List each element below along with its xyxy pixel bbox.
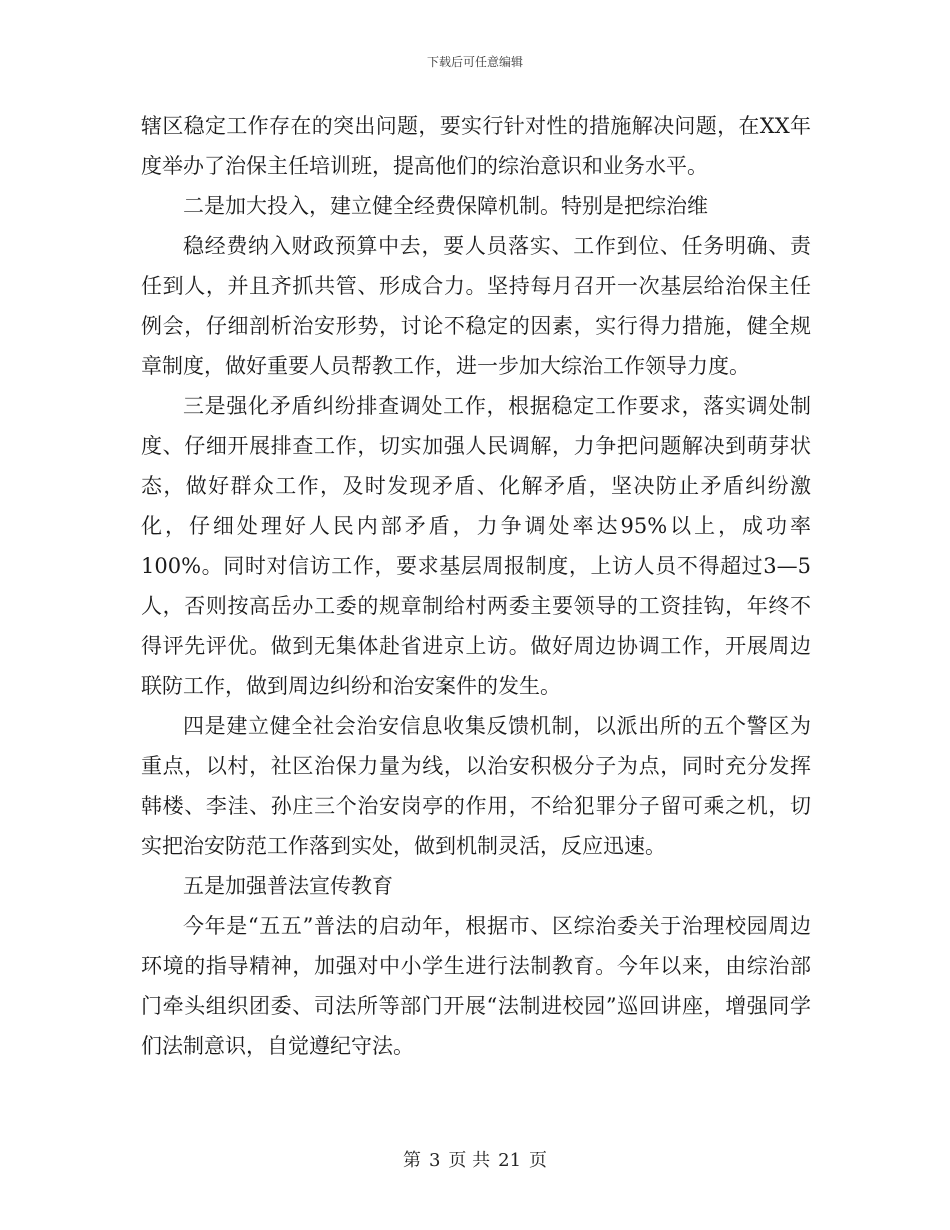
paragraph-1: 辖区稳定工作存在的突出问题，要实行针对性的措施解决问题，在XX年度举办了治保主任培训班，提高他们的综治意识和业务水平。 bbox=[141, 114, 811, 178]
footer-page-number: 3 bbox=[428, 1150, 441, 1171]
footer-total-pages: 21 bbox=[498, 1150, 522, 1171]
paragraph-4: 三是强化矛盾纠纷排查调处工作，根据稳定工作要求，落实调处制度、仔细开展排查工作，切实加强人民调解，力争把问题解决到萌芽状态，做好群众工作，及时发现矛盾、化解矛盾，坚决防止矛盾纠纷激化，仔细处理好人民内部矛盾，力争调处率达95%以上，成功率100%。同时对信访工作，要求基层周报制度，上访人员不得超过3—5人，否则按高岳办工委的规章制给村两委主要领导的工资挂钩，年终不得评先评优。做到无集体赴省进京上访。做好周边协调工作，开展周边联防工作，做到周边纠纷和治安案件的发生。 bbox=[141, 394, 811, 698]
footer-middle: 页 共 bbox=[448, 1150, 491, 1171]
paragraph-2: 二是加大投入，建立健全经费保障机制。特别是把综治维 bbox=[183, 194, 708, 218]
footer-suffix: 页 bbox=[529, 1150, 548, 1171]
page-footer bbox=[0, 1146, 950, 1172]
paragraph-3: 稳经费纳入财政预算中去，要人员落实、工作到位、任务明确、责任到人，并且齐抓共管、形成合力。坚持每月召开一次基层给治保主任例会，仔细剖析治安形势，讨论不稳定的因素，实行得力措施，健全规章制度，做好重要人员帮教工作，进一步加大综治工作领导力度。 bbox=[141, 234, 811, 378]
footer-prefix: 第 bbox=[402, 1150, 421, 1171]
paragraph-6: 五是加强普法宣传教育 bbox=[183, 874, 393, 898]
page-header: 下载后可任意编辑 bbox=[426, 55, 523, 69]
paragraph-5: 四是建立健全社会治安信息收集反馈机制，以派出所的五个警区为重点，以村，社区治保力量为线，以治安积极分子为点，同时充分发挥韩楼、李洼、孙庄三个治安岗亭的作用，不给犯罪分子留可乘之机，切实把治安防范工作落到实处，做到机制灵活，反应迅速。 bbox=[141, 714, 811, 858]
document-body bbox=[141, 106, 811, 1066]
paragraph-7: 今年是“五五”普法的启动年，根据市、区综治委关于治理校园周边环境的指导精神，加强对中小学生进行法制教育。今年以来，由综治部门牵头组织团委、司法所等部门开展“法制进校园”巡回讲座，增强同学们法制意识，自觉遵纪守法。 bbox=[141, 914, 811, 1058]
